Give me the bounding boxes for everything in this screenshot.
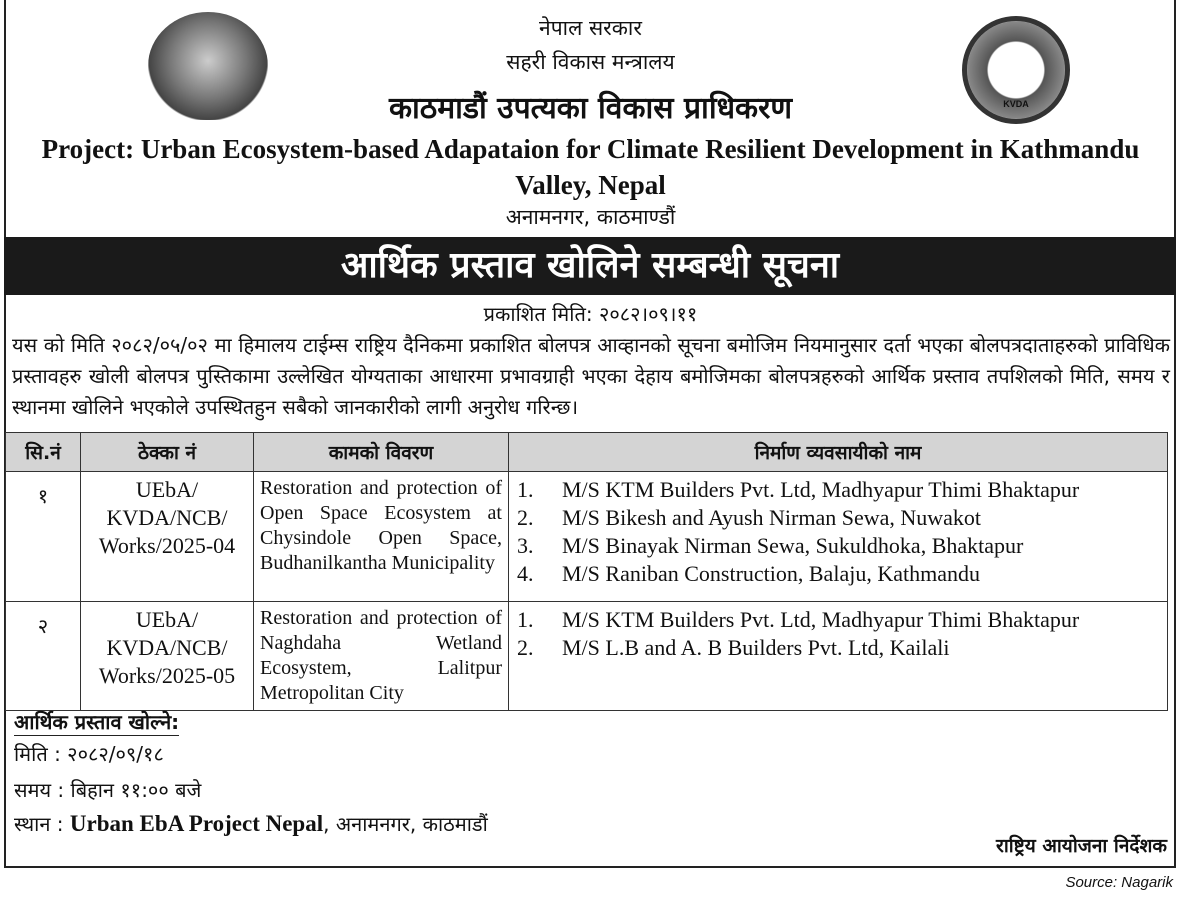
ministry-name: सहरी विकास मन्त्रालय: [506, 50, 675, 74]
contractor-item: [517, 560, 1159, 588]
authority-name: काठमाडौं उपत्यका विकास प्राधिकरण: [388, 91, 793, 126]
row-contract: [81, 602, 254, 711]
signatory: राष्ट्रिय आयोजना निर्देशक: [996, 835, 1167, 857]
opening-time: समय : बिहान ११:०० बजे: [14, 778, 202, 802]
table-row: [6, 602, 1168, 711]
opening-date: मिति : २०८२/०९/१८: [14, 742, 164, 766]
item-num: 1.: [517, 607, 534, 632]
contractor-item: [517, 532, 1159, 560]
opening-place: [14, 810, 488, 837]
ref-line: KVDA/NCB/: [106, 635, 228, 660]
col-sn: सि.नं: [6, 433, 81, 472]
item-num: 2.: [517, 505, 534, 530]
bidders-table: [5, 432, 1168, 711]
opening-heading: आर्थिक प्रस्ताव खोल्ने:: [14, 710, 180, 734]
table-header: [6, 433, 1168, 472]
project-title-text: Project: Urban Ecosystem-based Adapataion for Climate Resilient Development in Kathmandu Valley, Nepal: [41, 134, 1140, 200]
notice-body: यस को मिति २०८२/०५/०२ मा हिमालय टाईम्स राष्ट्रिय दैनिकमा प्रकाशित बोलपत्र आव्हानको सूचना बमोजिम नियमानुसार दर्ता भएका बोलपत्रदाताहरुको प्राविधिक प्रस्तावहरु खोली बोलपत्र पुस्तिकामा उल्लेखित योग्यताका आधारमा प्रभावग्राही भएका देहाय बमोजिमका बोलपत्रहरुको आर्थिक प्रस्ताव तपशिलको मिति, समय र स्थानमा खोलिने भएकोले उपस्थितहुन सबैको जानकारीको लागी अनुरोध गरिन्छ।: [12, 333, 1170, 419]
kvda-logo: KVDA: [962, 16, 1070, 124]
contractor-name: M/S Binayak Nirman Sewa, Sukuldhoka, Bhaktapur: [562, 533, 1024, 558]
row-description: Restoration and protection of Naghdaha Wetland Ecosystem, Lalitpur Metropolitan City: [254, 602, 509, 711]
contractor-name: M/S Bikesh and Ayush Nirman Sewa, Nuwakot: [562, 505, 982, 530]
col-contract: ठेक्का नं: [81, 433, 254, 472]
project-title: [0, 131, 1181, 203]
place-name: Urban EbA Project Nepal: [69, 811, 324, 836]
government-name: नेपाल सरकार: [539, 16, 642, 40]
ref-line: UEbA/: [135, 477, 199, 502]
contractor-name: M/S L.B and A. B Builders Pvt. Ltd, Kailali: [562, 635, 950, 660]
notice-title: आर्थिक प्रस्ताव खोलिने सम्बन्धी सूचना: [4, 237, 1176, 295]
ref-line: Works/2025-04: [98, 533, 236, 558]
row-contractors: [509, 472, 1168, 602]
row-contractors: [509, 602, 1168, 711]
row-sn: २: [6, 602, 81, 711]
col-description: कामको विवरण: [254, 433, 509, 472]
place-label: स्थान :: [14, 812, 70, 836]
item-num: 4.: [517, 561, 534, 586]
contractor-item: [517, 504, 1159, 532]
ref-line: KVDA/NCB/: [106, 505, 228, 530]
source-credit: Source: Nagarik: [1065, 874, 1173, 891]
contractor-item: [517, 606, 1159, 634]
contractor-name: M/S Raniban Construction, Balaju, Kathmandu: [562, 561, 980, 586]
col-contractor: निर्माण व्यवसायीको नाम: [509, 433, 1168, 472]
item-num: 3.: [517, 533, 534, 558]
address: अनामनगर, काठमाण्डौं: [505, 205, 676, 229]
row-contract: [81, 472, 254, 602]
place-address: , अनामनगर, काठमाडौं: [323, 812, 488, 836]
item-num: 1.: [517, 477, 534, 502]
row-description: Restoration and protection of Open Space Ecosystem at Chysindole Open Space, Budhanilkantha Municipality: [254, 472, 509, 602]
ref-line: Works/2025-05: [98, 663, 236, 688]
table-row: [6, 472, 1168, 602]
row-sn: १: [6, 472, 81, 602]
contractor-item: [517, 634, 1159, 662]
contractor-item: [517, 476, 1159, 504]
contractor-name: M/S KTM Builders Pvt. Ltd, Madhyapur Thimi Bhaktapur: [562, 607, 1080, 632]
published-date: प्रकाशित मिति: २०८२।०९।११: [483, 302, 698, 326]
item-num: 2.: [517, 635, 534, 660]
contractor-name: M/S KTM Builders Pvt. Ltd, Madhyapur Thimi Bhaktapur: [562, 477, 1080, 502]
ref-line: UEbA/: [135, 607, 199, 632]
